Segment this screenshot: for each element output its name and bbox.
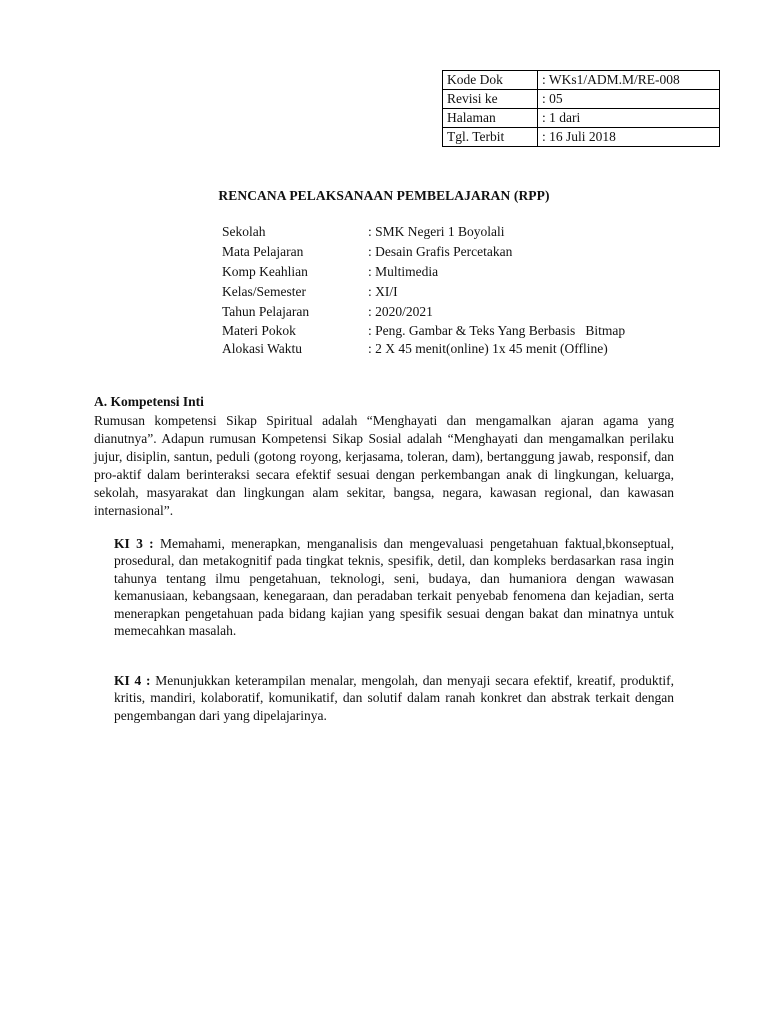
doc-value: : 16 Juli 2018	[538, 128, 720, 147]
doc-value: : 1 dari	[538, 109, 720, 128]
doc-row-kode	[443, 71, 720, 90]
info-row-keahlian	[222, 262, 625, 282]
doc-key: Halaman	[443, 109, 538, 128]
info-row-materi	[222, 322, 625, 340]
doc-value: : 05	[538, 90, 720, 109]
section-a-heading: A. Kompetensi Inti	[94, 394, 204, 409]
ki3-text: Memahami, menerapkan, menganalisis dan mengevaluasi pengetahuan faktual,bkonseptual, prosedural, dan metakognitif pada tingkat teknis, spesifik, detil, dan kompleks berdasarkan rasa ingin tahunya tentang ilmu pengetahuan, teknologi, seni, budaya, dan humaniora dengan wawasan kemanusiaan, kebangsaan, kenegaraan, dan peradaban terkait penyebab fenomena dan kejadian, serta menerapkan pengetahuan pada bidang kajian yang spesifik sesuai dengan bakat dan minatnya untuk memecahkan masalah.	[114, 536, 675, 639]
ki3-label: KI 3 :	[114, 536, 154, 551]
doc-row-halaman	[443, 109, 720, 128]
document-control-table	[442, 70, 720, 147]
doc-row-revisi	[443, 90, 720, 109]
ki4-label: KI 4 :	[114, 673, 151, 688]
doc-key: Revisi ke	[443, 90, 538, 109]
document-title: RENCANA PELAKSANAAN PEMBELAJARAN (RPP)	[218, 188, 550, 203]
doc-row-terbit	[443, 128, 720, 147]
info-key: Materi Pokok	[222, 323, 296, 338]
info-value: : SMK Negeri 1 Boyolali	[368, 224, 505, 239]
info-value: : Multimedia	[368, 264, 439, 279]
section-a-paragraph: Rumusan kompetensi Sikap Spiritual adalah “Menghayati dan mengamalkan ajaran agama yang dianutnya”. Adapun rumusan Kompetensi Sikap Sosial adalah “Menghayati dan mengamalkan perilaku jujur, disiplin, santun, peduli (gotong royong, kerjasama, toleran, dam), bertanggung jawab, responsif, dan pro-aktif dalam berinteraksi secara efektif sesuai dengan perkembangan anak di lingkungan, keluarga, sekolah, masyarakat dan lingkungan alam sekitar, bangsa, negara, kawasan regional, dan kawasan internasional”.	[94, 413, 674, 518]
info-key: Komp Keahlian	[222, 264, 308, 279]
ki4-text: Menunjukkan keterampilan menalar, mengolah, dan menyaji secara efektif, kreatif, produktif, kritis, mandiri, kolaboratif, komunikatif, dan solutif dalam ranah konkret dan abstrak terkait dengan pengembangan dari yang dipelajarinya.	[114, 673, 675, 723]
info-row-sekolah	[222, 222, 625, 242]
info-row-tahun	[222, 302, 625, 322]
ki3-paragraph	[114, 535, 674, 639]
info-value: : 2020/2021	[368, 304, 433, 319]
info-value: : 2 X 45 menit(online) 1x 45 menit (Offline)	[368, 341, 608, 356]
info-key: Alokasi Waktu	[222, 341, 303, 356]
info-key: Mata Pelajaran	[222, 244, 304, 259]
info-row-alokasi	[222, 340, 625, 358]
info-row-mapel	[222, 242, 625, 262]
info-block	[222, 222, 625, 358]
info-key: Tahun Pelajaran	[222, 304, 310, 319]
info-value: : XI/I	[368, 284, 398, 299]
doc-key: Tgl. Terbit	[443, 128, 538, 147]
info-key: Kelas/Semester	[222, 284, 306, 299]
ki4-paragraph	[114, 672, 674, 724]
info-value: : Desain Grafis Percetakan	[368, 244, 513, 259]
info-value: : Peng. Gambar & Teks Yang Berbasis Bitmap	[368, 323, 626, 338]
info-row-kelas	[222, 282, 625, 302]
info-key: Sekolah	[222, 224, 266, 239]
doc-value: : WKs1/ADM.M/RE-008	[538, 71, 720, 90]
doc-key: Kode Dok	[443, 71, 538, 90]
